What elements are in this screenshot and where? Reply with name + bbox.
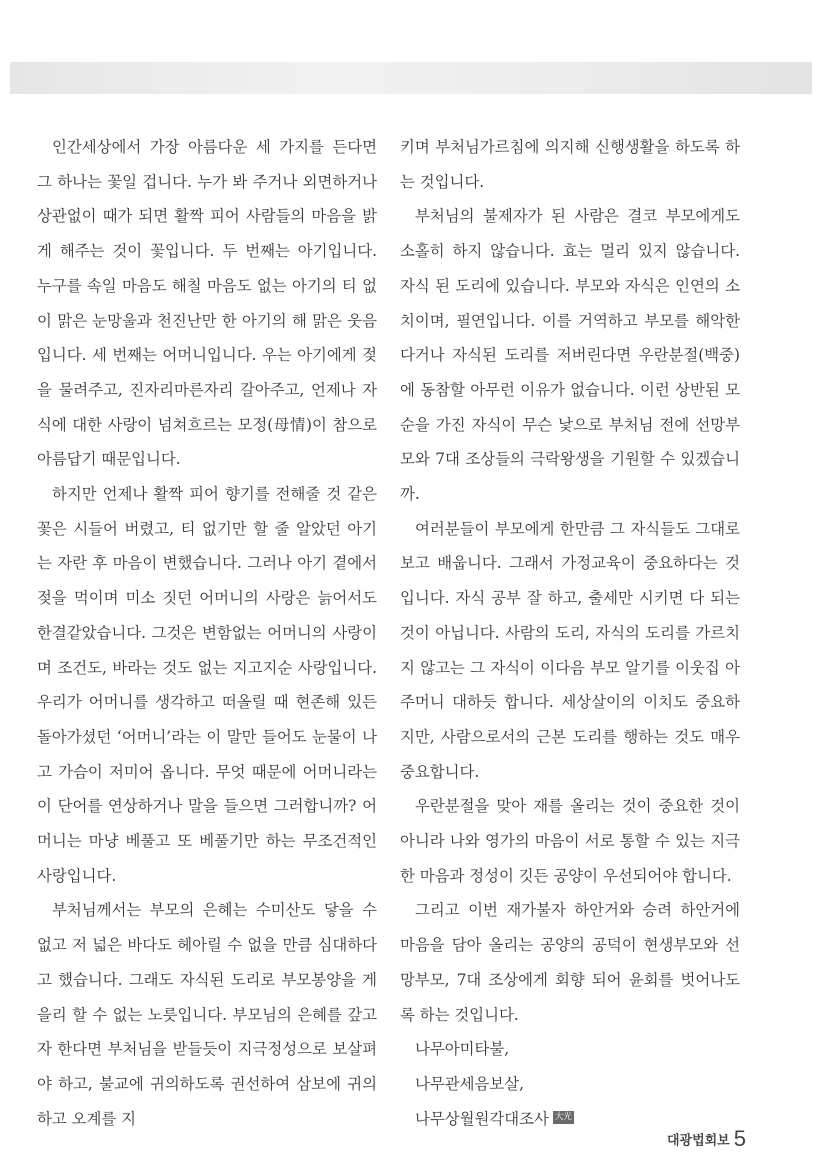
seal-stamp: 大光 [554, 1112, 572, 1123]
paragraph: 인간세상에서 가장 아름다운 세 가지를 든다면 그 하나는 꽃일 겁니다. 누가 봐 주거나 외면하거나 상관없이 때가 되면 활짝 피어 사람들의 마음을 밝게 해주는 것이 꽃입니다. 두 번째는 아기입니다. 누구를 속일 마음도 해칠 마음도 없는 아기의 티 없이 맑은 눈망울과 천진난만 한 아기의 해 맑은 웃음입니다. 세 번째는 어머니입니다. 우는 아기에게 젖을 물려주고, 진자리마른자리 갈아주고, 언제나 자식에 대한 사랑이 넘쳐흐르는 모정(母情)이 참으로 아름답기 때문입니다. [37, 138, 377, 469]
page-number: 5 [733, 1126, 746, 1151]
page-footer [667, 1126, 746, 1152]
closing-line: 나무관세음보살, [415, 1074, 524, 1093]
left-column [37, 130, 377, 1136]
paragraph: 우란분절을 맞아 재를 올리는 것이 중요한 것이 아니라 나와 영가의 마음이 서로 통할 수 있는 지극한 마음과 정성이 깃든 공양이 우선되어야 합니다. [400, 797, 740, 885]
paragraph: 그리고 이번 재가불자 하안거와 승려 하안거에 마음을 담아 올리는 공양의 공덕이 현생부모와 선망부모, 7대 조상에게 회향 되어 윤회를 벗어나도록 하는 것입니다. [400, 901, 740, 1024]
right-column [400, 130, 740, 1136]
paragraph: 부처님의 불제자가 된 사람은 결코 부모에게도 소홀히 하지 않습니다. 효는 멀리 있지 않습니다. 자식 된 도리에 있습니다. 부모와 자식은 인연의 소치이며, 필연입니다. 이를 거역하고 부모를 해악한다거나 자식된 도리를 저버린다면 우란분절(백중)에 동참할 아무런 이유가 없습니다. 이런 상반된 모순을 가진 자식이 무슨 낯으로 부처님 전에 선망부모와 7대 조상들의 극락왕생을 기원할 수 있겠습니까. [400, 207, 740, 504]
header-band [10, 62, 812, 94]
paragraph: 키며 부처님가르침에 의지해 신행생활을 하도록 하는 것입니다. [400, 138, 740, 191]
paragraph: 여러분들이 부모에게 한만큼 그 자식들도 그대로 보고 배웁니다. 그래서 가정교육이 중요하다는 것입니다. 자식 공부 잘 하고, 출세만 시키면 다 되는 것이 아닙니다. 사람의 도리, 자식의 도리를 가르치지 않고는 그 자식이 이다음 부모 알기를 이웃집 아주머니 대하듯 합니다. 세상살이의 이치도 중요하지만, 사람으로서의 근본 도리를 행하는 것도 매우 중요합니다. [400, 519, 740, 781]
publication-name: 대광법회보 [666, 1133, 730, 1149]
paragraph: 부처님께서는 부모의 은혜는 수미산도 닿을 수 없고 저 넓은 바다도 헤아릴 수 없을 만큼 심대하다고 했습니다. 그래도 자식된 도리로 부모봉양을 게을리 할 수 없는 노릇입니다. 부모님의 은혜를 갚고자 한다면 부처님을 받들듯이 지극정성으로 보살펴야 하고, 불교에 귀의하도록 권선하여 삼보에 귀의하고 오계를 지 [37, 901, 377, 1128]
paragraph: 하지만 언제나 활짝 피어 향기를 전해줄 것 같은 꽃은 시들어 버렸고, 티 없기만 할 줄 알았던 아기는 자란 후 마음이 변했습니다. 그러나 아기 곁에서 젖을 먹이며 미소 짓던 어머니의 사랑은 늙어서도 한결같았습니다. 그것은 변함없는 어머니의 사랑이며 조건도, 바라는 것도 없는 지고지순 사랑입니다. 우리가 어머니를 생각하고 떠올릴 때 현존해 있든 돌아가셨던 ‘어머니’라는 이 말만 들어도 눈물이 나고 가슴이 저미어 옵니다. 무엇 때문에 어머니라는 이 단어를 연상하거나 말을 들으면 그러합니까? 어머니는 마냥 베풀고 또 베풀기만 하는 무조건적인 사랑입니다. [37, 485, 377, 885]
closing-text: 나무상월원각대조사 [415, 1109, 549, 1128]
closing-line: 나무아미타불, [415, 1040, 510, 1059]
